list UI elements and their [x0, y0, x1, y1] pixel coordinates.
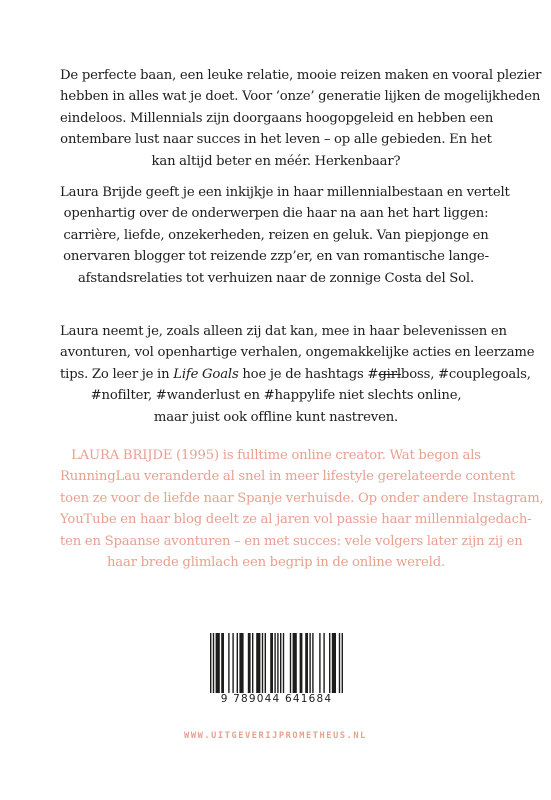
barcode-bar: [290, 633, 291, 693]
barcode-bar: [252, 633, 253, 693]
barcode-bar: [280, 633, 281, 693]
barcode-bar: [270, 633, 273, 693]
text-line: afstandsrelaties tot verhuizen naar de zonnige Costa del Sol.: [77, 270, 475, 286]
text-fragment: tips. Zo leer je in: [60, 366, 174, 382]
isbn-number: 9 789044 641684: [203, 693, 350, 705]
barcode-bar: [309, 633, 310, 693]
blurb-paragraph-3: [60, 321, 535, 428]
text-line: De perfecte baan, een leuke relatie, mooie reizen maken en vooral plezier: [60, 68, 542, 83]
text-line: toen ze voor de liefde naar Spanje verhuisde. Op onder andere Instagram,: [60, 490, 544, 506]
barcode-bar: [300, 633, 303, 693]
text-line: LAURA BRIJDE (1995) is fulltime online creator. Wat begon als: [71, 448, 481, 463]
text-fragment: hoe je de hashtags #: [238, 366, 379, 382]
text-line: avonturen, vol openhartige verhalen, ongemakkelijke acties en leerzame: [60, 345, 535, 361]
barcode-bar: [305, 633, 308, 693]
text-line: hebben in alles wat je doet. Voor ‘onze’ generatie lijken de mogelijkheden: [60, 89, 541, 105]
barcode-bar: [256, 633, 260, 693]
barcode-bar: [239, 633, 243, 693]
text-line: haar brede glimlach een begrip in de online wereld.: [106, 555, 446, 571]
blurb-paragraph-2: [60, 182, 510, 289]
barcode-bar: [319, 633, 320, 693]
barcode-bar: [237, 633, 238, 693]
barcode-bar: [216, 633, 220, 693]
barcode-bar: [312, 633, 313, 693]
text-line: kan altijd beter en méér. Herkenbaar?: [151, 153, 401, 169]
text-line: eindeloos. Millennials zijn doorgaans hoogopgeleid en hebben een: [60, 110, 494, 126]
blurb-paragraph-1: [60, 65, 542, 172]
barcode-bar: [323, 633, 324, 693]
barcode-bar: [232, 633, 233, 693]
book-title-italic: Life Goals: [173, 366, 239, 382]
text-line: onervaren blogger tot reizende zzp’er, en van romantische lange-: [63, 249, 489, 265]
barcode-bar: [283, 633, 284, 693]
text-line: openhartig over de onderwerpen die haar na aan het hart liggen:: [63, 206, 489, 222]
text-line: ten en Spaanse avonturen – en met succes: vele volgers later zijn zij en: [60, 533, 523, 549]
text-line: ontembare lust naar succes in het leven – op alle gebieden. En het: [60, 132, 492, 148]
text-line: Laura neemt je, zoals alleen zij dat kan, mee in haar belevenissen en: [60, 324, 507, 339]
author-bio: [60, 445, 544, 573]
publisher-website: WWW.UITGEVERIJPROMETHEUS.NL: [184, 731, 367, 741]
text-line: #nofilter, #wanderlust en #happylife niet slechts online,: [90, 388, 462, 404]
barcode-bar: [293, 633, 297, 693]
strikethrough-word: girl: [378, 366, 401, 382]
text-line: [60, 364, 531, 385]
barcode-bar: [265, 633, 266, 693]
barcode-bar: [228, 633, 229, 693]
text-fragment: boss, #couplegoals,: [400, 366, 531, 382]
barcode-bar: [329, 633, 330, 693]
text-line: YouTube en haar blog deelt ze al jaren vol passie haar millennialgedach-: [60, 512, 532, 528]
text-line: RunningLau veranderde al snel in meer lifestyle gerelateerde content: [60, 469, 516, 485]
text-line: Laura Brijde geeft je een inkijkje in haar millennialbestaan en vertelt: [60, 185, 510, 200]
barcode-bar: [332, 633, 336, 693]
text-line: maar juist ook offline kunt nastreven.: [153, 409, 399, 425]
barcode-bar: [248, 633, 251, 693]
text-line: carrière, liefde, onzekerheden, reizen en geluk. Van piepjonge en: [63, 227, 489, 243]
barcode-bar: [262, 633, 263, 693]
barcode-bar: [221, 633, 224, 693]
